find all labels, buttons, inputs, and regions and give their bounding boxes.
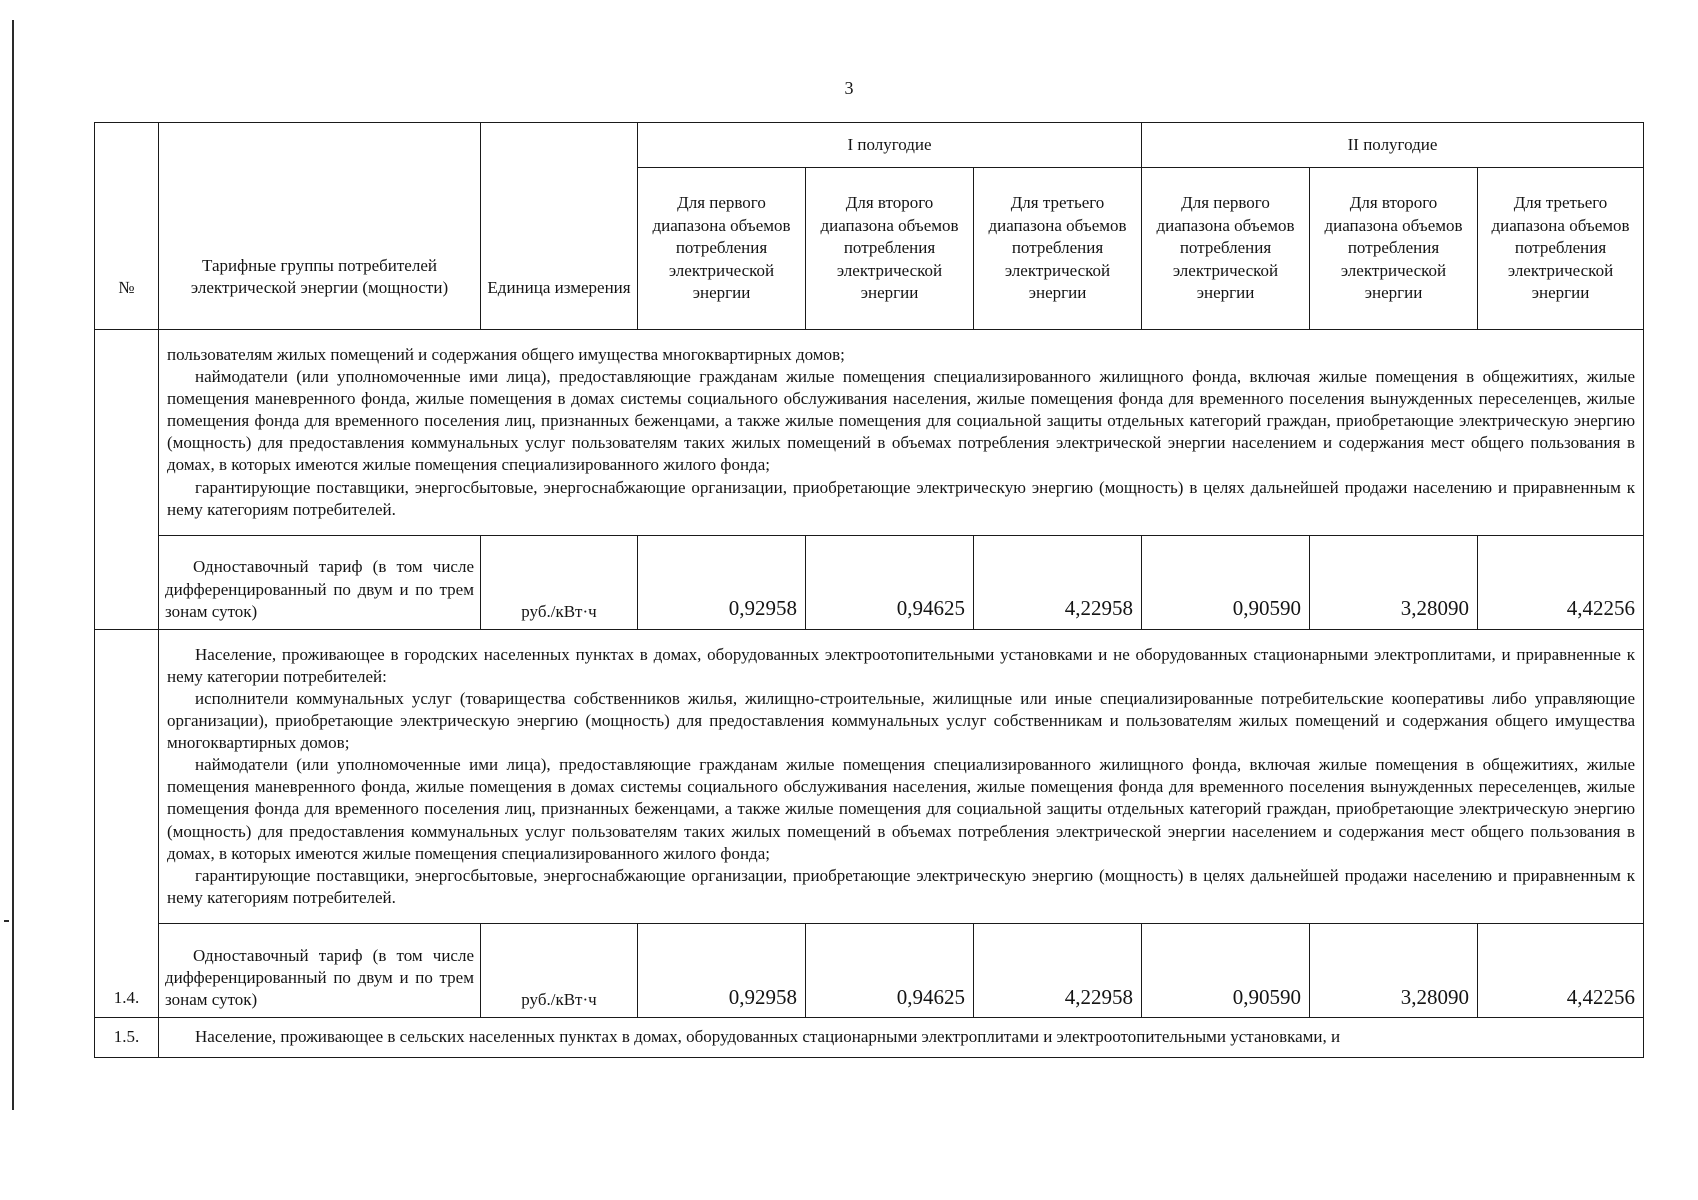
block-b-paragraph: наймодатели (или уполномоченные ими лица), предоставляющие гражданам жилые помещения специализированного жилищного фонда, включая жилые помещения в общежитиях, жилые помещения маневренного фонда, жилые помещения в домах системы социального обслуживания населения, жилые помещения фонда для временного поселения вынужденных переселенцев, жилые помещения фонда для временного поселения лиц, признанных беженцами, а также жилые помещения для социальной защиты отдельных категорий граждан, приобретающие электрическую энергию (мощность) для предоставления коммунальных услуг пользователям таких жилых помещений в объемах потребления электрической энергии населением и содержания мест общего пользования в домах, в которых имеются жилые помещения специализированного жилого фонда; xyxy=(167,755,1636,863)
block-a-value-1-1: 0,92958 xyxy=(638,535,806,629)
block-a-number xyxy=(95,330,159,630)
header-range-2-1: Для первого диапазона объемов потребления электрической энергии xyxy=(1142,168,1310,330)
header-range-2-3: Для третьего диапазона объемов потребления электрической энергии xyxy=(1478,168,1644,330)
block-a-text xyxy=(159,330,1644,536)
tariff-table xyxy=(94,122,1644,1058)
header-unit: Единица измерения xyxy=(481,123,638,330)
block-c-number: 1.5. xyxy=(95,1017,159,1057)
block-a-tariff-name: Одноставочный тариф (в том числе дифференцированный по двум и по трем зонам суток) xyxy=(159,535,481,629)
block-b-tariff-row xyxy=(95,923,1644,1017)
scan-edge-line xyxy=(12,20,14,1110)
block-b-value-2-1: 0,90590 xyxy=(1142,923,1310,1017)
block-b-number: 1.4. xyxy=(95,629,159,1017)
page-number: 3 xyxy=(844,78,854,98)
header-group: Тарифные группы потребителей электрической энергии (мощности) xyxy=(159,123,481,330)
block-a-value-1-2: 0,94625 xyxy=(806,535,974,629)
block-b-paragraph: Население, проживающее в городских населенных пунктах в домах, оборудованных электроотопительными установками и не оборудованных стационарными электроплитами, и приравненные к нему категории потребителей: xyxy=(167,644,1636,686)
block-b-value-1-2: 0,94625 xyxy=(806,923,974,1017)
header-range-1-2: Для второго диапазона объемов потребления электрической энергии xyxy=(806,168,974,330)
header-row-halves xyxy=(95,123,1644,168)
block-a-value-2-2: 3,28090 xyxy=(1310,535,1478,629)
block-a-value-1-3: 4,22958 xyxy=(974,535,1142,629)
block-a-paragraph: наймодатели (или уполномоченные ими лица), предоставляющие гражданам жилые помещения специализированного жилищного фонда, включая жилые помещения в общежитиях, жилые помещения маневренного фонда, жилые помещения в домах системы социального обслуживания населения, жилые помещения фонда для временного поселения вынужденных переселенцев, жилые помещения фонда для временного поселения лиц, признанных беженцами, а также жилые помещения для социальной защиты отдельных категорий граждан, приобретающие электрическую энергию (мощность) для предоставления коммунальных услуг пользователям таких жилых помещений в объемах потребления электрической энергии населением и содержания мест общего пользования в домах, в которых имеются жилые помещения специализированного жилого фонда; xyxy=(167,367,1636,475)
block-b-value-2-3: 4,42256 xyxy=(1478,923,1644,1017)
header-range-1-3: Для третьего диапазона объемов потребления электрической энергии xyxy=(974,168,1142,330)
block-a-tariff-row xyxy=(95,535,1644,629)
header-half-2: II полугодие xyxy=(1142,123,1644,168)
block-b-paragraph: исполнители коммунальных услуг (товарищества собственников жилья, жилищно-строительные, жилищные или иные специализированные потребительские кооперативы либо управляющие организации), приобретающие электрическую энергию (мощность) для предоставления коммунальных услуг собственникам и пользователям жилых помещений и содержания общего имущества многоквартирных домов; xyxy=(167,688,1636,753)
scan-edge-mark xyxy=(4,920,9,922)
block-a-text-row xyxy=(95,330,1644,536)
block-a-paragraph: гарантирующие поставщики, энергосбытовые, энергоснабжающие организации, приобретающие электрическую энергию (мощность) в целях дальнейшей продажи населению и приравненным к нему категориям потребителей. xyxy=(167,477,1636,519)
block-c-row xyxy=(95,1017,1644,1057)
block-b-value-2-2: 3,28090 xyxy=(1310,923,1478,1017)
header-no: № xyxy=(95,123,159,330)
block-b-paragraph: гарантирующие поставщики, энергосбытовые, энергоснабжающие организации, приобретающие электрическую энергию (мощность) в целях дальнейшей продажи населению и приравненным к нему категориям потребителей. xyxy=(167,865,1636,907)
block-a-paragraph: пользователям жилых помещений и содержания общего имущества многоквартирных домов; xyxy=(167,345,845,364)
block-b-text-row xyxy=(95,629,1644,923)
block-a-value-2-3: 4,42256 xyxy=(1478,535,1644,629)
block-b-text xyxy=(159,629,1644,923)
block-c-text: Население, проживающее в сельских населенных пунктах в домах, оборудованных стационарными электроплитами и электроотопительными установками, и xyxy=(159,1017,1644,1057)
block-b-value-1-3: 4,22958 xyxy=(974,923,1142,1017)
block-b-value-1-1: 0,92958 xyxy=(638,923,806,1017)
header-range-2-2: Для второго диапазона объемов потребления электрической энергии xyxy=(1310,168,1478,330)
block-b-tariff-name: Одноставочный тариф (в том числе дифференцированный по двум и по трем зонам суток) xyxy=(159,923,481,1017)
header-half-1: I полугодие xyxy=(638,123,1142,168)
block-b-tariff-unit: руб./кВт·ч xyxy=(481,923,638,1017)
block-a-tariff-unit: руб./кВт·ч xyxy=(481,535,638,629)
header-range-1-1: Для первого диапазона объемов потребления электрической энергии xyxy=(638,168,806,330)
block-a-value-2-1: 0,90590 xyxy=(1142,535,1310,629)
